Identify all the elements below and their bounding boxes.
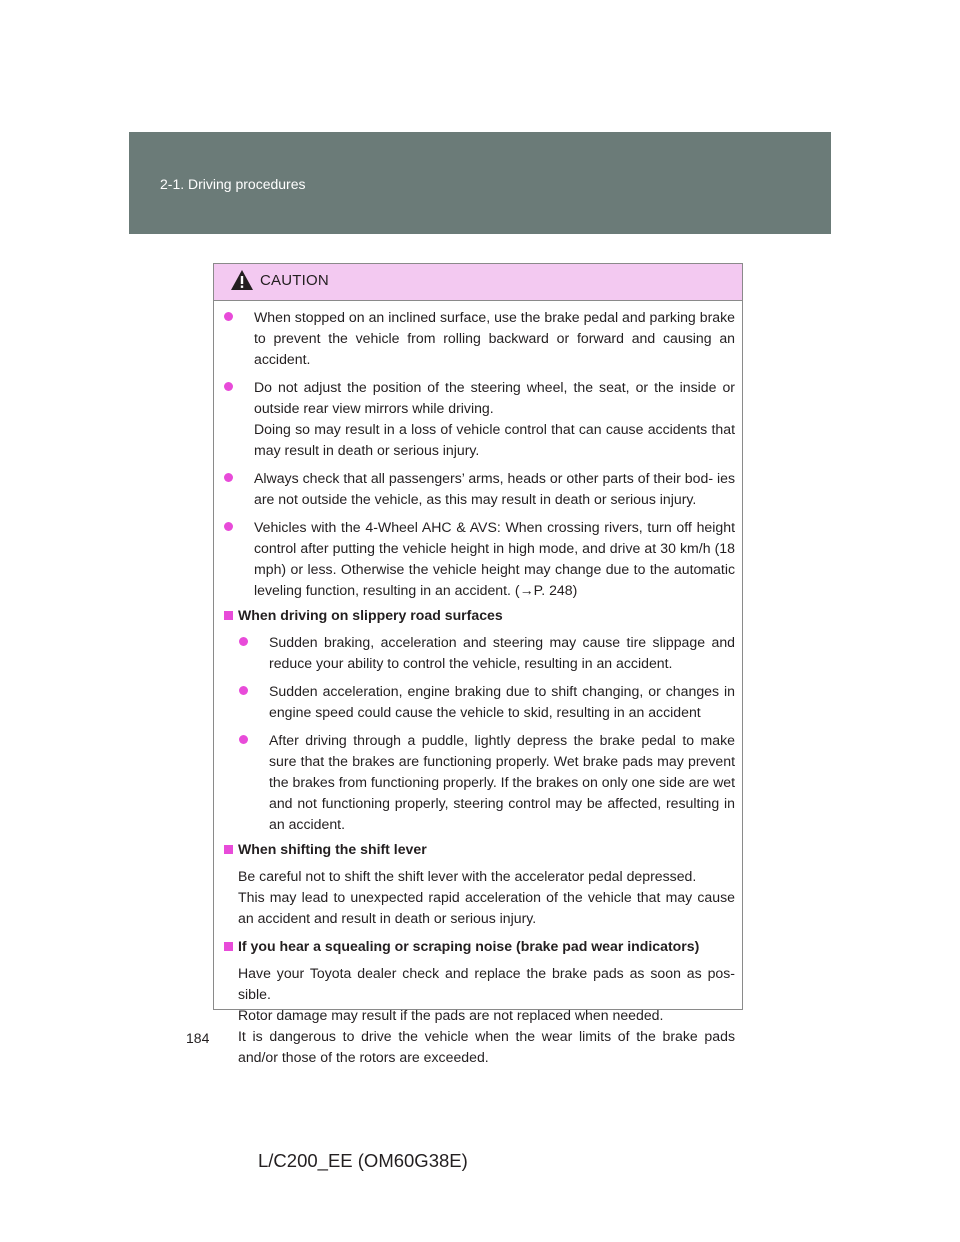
section-heading: When shifting the shift lever [223,839,735,860]
warning-triangle-icon [230,269,254,291]
square-bullet-icon [224,611,233,620]
caution-title: CAUTION [260,272,329,289]
caution-box [213,263,743,1065]
list-item [223,307,735,370]
paragraph-line: Be careful not to shift the shift lever with the accelerator pedal depressed. [238,868,697,884]
bullet-icon [224,473,233,482]
list-item [223,377,735,461]
list-item [223,632,735,674]
list-item [223,468,735,510]
bullet-icon [239,686,248,695]
section-heading: When driving on slippery road surfaces [223,605,735,626]
list-item-text: Sudden acceleration, engine braking due to shift changing, or changes in engine speed could cause the vehicle to skid, resulting in an accident [269,683,735,720]
bullet-icon [239,735,248,744]
bullet-icon [224,522,233,531]
list-item-text: Sudden braking, acceleration and steering may cause tire slippage and reduce your ability to control the vehicle, resulting in an accident. [269,634,735,671]
list-item-text-extra: Doing so may result in a loss of vehicle control that can cause accidents that may result in death or serious injury. [254,421,735,458]
list-item [223,730,735,835]
list-item-text: Vehicles with the 4-Wheel AHC & AVS: When crossing rivers, turn off height control after putting the vehicle height in high mode, and drive at 30 km/h (18 mph) or less. Otherwise the vehicle height may change due to the automatic leveling function, resulting in an accident. (→P. 248) [254,519,735,598]
manual-code: L/C200_EE (OM60G38E) [258,1150,468,1171]
paragraph-line: Rotor damage may result if the pads are not replaced when needed. [238,1007,664,1023]
list-item [223,517,735,601]
list-item-text: Do not adjust the position of the steering wheel, the seat, or the inside or outside rear view mirrors while driving. [254,379,735,416]
section-paragraph [223,963,735,1068]
bullet-icon [224,382,233,391]
page-number: 184 [186,1030,210,1046]
section-title: 2-1. Driving procedures [160,176,306,192]
list-item-text: When stopped on an inclined surface, use the brake pedal and parking brake to prevent the vehicle from rolling backward or forward and causing an accident. [254,309,735,367]
list-item [223,681,735,723]
header-band [129,132,831,234]
list-item-text: Always check that all passengers’ arms, heads or other parts of their bod- ies are not outside the vehicle, as this may result in death or serious injury. [254,470,735,507]
list-item-text: After driving through a puddle, lightly depress the brake pedal to make sure that the brakes are functioning properly. Wet brake pads may prevent the brakes from functioning properly. If the brakes on only one side are wet and not functioning properly, steering control may be affected, resulting in an accident. [269,732,735,832]
bullet-icon [224,312,233,321]
section-paragraph [223,866,735,929]
paragraph-line: This may lead to unexpected rapid acceleration of the vehicle that may cause an accident and result in death or serious injury. [238,889,735,926]
square-bullet-icon [224,845,233,854]
section-heading: If you hear a squealing or scraping noise (brake pad wear indicators) [223,936,735,957]
caution-body [214,301,742,1068]
bullet-icon [239,637,248,646]
paragraph-line: Have your Toyota dealer check and replace the brake pads as soon as pos- sible. [238,965,735,1002]
square-bullet-icon [224,942,233,951]
paragraph-line: It is dangerous to drive the vehicle when the wear limits of the brake pads and/or those of the rotors are exceeded. [238,1028,735,1065]
caution-header [214,264,742,301]
